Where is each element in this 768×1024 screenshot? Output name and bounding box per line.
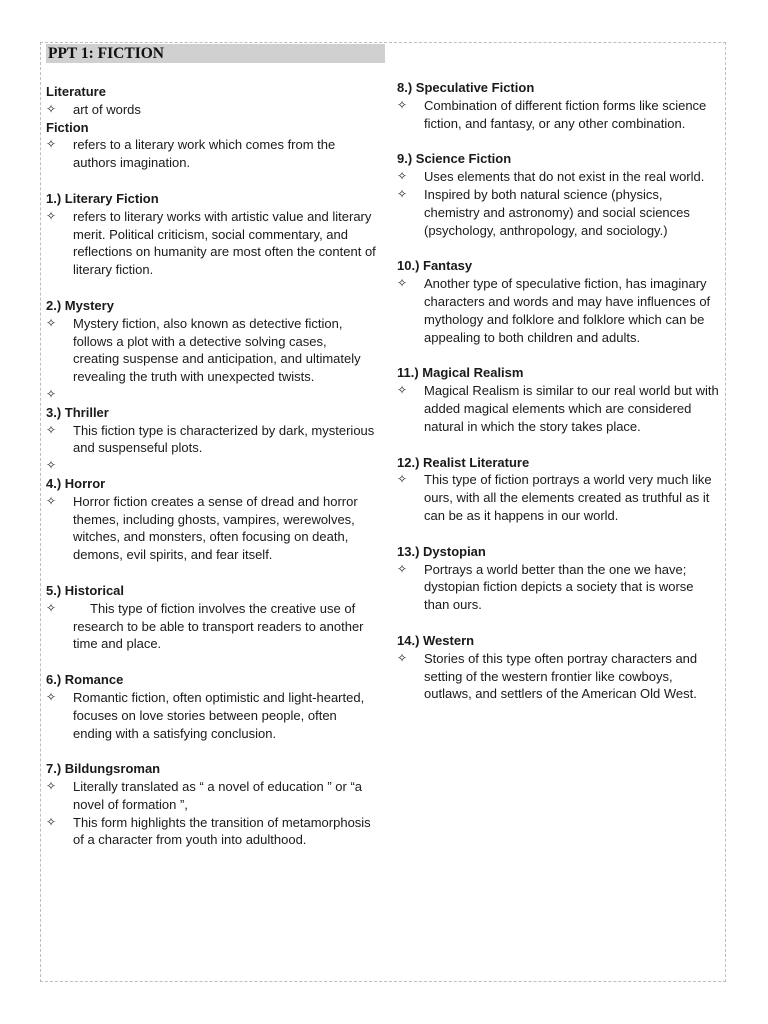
list-item: ✧ Literally translated as “ a novel of education ” or “a novel of formation ”, xyxy=(46,779,363,812)
bullet-star-icon: ✧ xyxy=(46,493,57,508)
list-item: ✧ refers to a literary work which comes from the authors imagination. xyxy=(46,137,336,171)
right-column xyxy=(397,79,721,703)
bullet-star-icon: ✧ xyxy=(397,383,408,398)
section-heading: 5.) Historical xyxy=(46,582,125,598)
list-item: ✧ This fiction type is characterized by dark, mysterious and suspenseful plots. xyxy=(46,422,375,456)
bullet-star-icon: ✧ xyxy=(46,315,57,330)
bullet-star-icon: ✧ xyxy=(397,186,408,201)
empty-list-item xyxy=(46,457,376,475)
list-item: ✧ Portrays a world better than the one we have; dystopian fiction depicts a society that is worse than ours. xyxy=(397,561,694,613)
left-column xyxy=(46,83,376,849)
list-item: ✧ art of words xyxy=(46,101,141,117)
list-item: ✧ Magical Realism is similar to our real world but with added magical elements which are considered natural in which the story takes place. xyxy=(397,383,719,434)
section-heading: 12.) Realist Literature xyxy=(397,454,530,470)
list-item: ✧ Stories of this type often portray characters and setting of the western frontier like cowboys, outlaws, and settlers of the American Old West. xyxy=(397,650,698,702)
bullet-star-icon: ✧ xyxy=(397,650,408,665)
bullet-star-icon: ✧ xyxy=(397,97,408,112)
document-title: PPT 1: FICTION xyxy=(48,45,164,62)
list-item: ✧ Mystery fiction, also known as detective fiction, follows a plot with a detective solving cases, creating suspense and anticipation, and ultimately revealing the truth with unexpected twists. xyxy=(46,315,361,385)
section-heading: 8.) Speculative Fiction xyxy=(397,80,535,95)
bullet-star-icon: ✧ xyxy=(397,169,408,184)
bullet-star-icon: ✧ xyxy=(397,472,408,487)
section-heading: 13.) Dystopian xyxy=(397,543,486,559)
list-item: ✧ Romantic fiction, often optimistic and light-hearted, focuses on love stories between people, often ending with a satisfying conclusion. xyxy=(46,689,365,741)
bullet-star-icon: ✧ xyxy=(397,276,408,291)
section-heading: 7.) Bildungsroman xyxy=(46,761,161,777)
bullet-star-icon: ✧ xyxy=(46,600,57,615)
list-item: ✧ Horror fiction creates a sense of dread and horror themes, including ghosts, vampires, werewolves, witches, and monsters, often focusing on death, demons, evil spirits, and fear itself. xyxy=(46,493,358,563)
section-heading: 3.) Thriller xyxy=(46,404,109,420)
section-heading: 4.) Horror xyxy=(46,475,106,491)
section-heading: Literature xyxy=(46,84,106,99)
bullet-star-icon: ✧ xyxy=(46,422,57,437)
section-heading: 14.) Western xyxy=(397,632,475,648)
list-item: ✧ Uses elements that do not exist in the real world. xyxy=(397,169,705,185)
bullet-star-icon: ✧ xyxy=(46,386,57,401)
bullet-star-icon: ✧ xyxy=(46,137,57,152)
bullet-star-icon: ✧ xyxy=(46,689,57,704)
bullet-star-icon: ✧ xyxy=(46,208,57,223)
section-heading: 6.) Romance xyxy=(46,672,124,688)
section-heading: 11.) Magical Realism xyxy=(397,365,524,381)
section-heading: Fiction xyxy=(46,119,89,135)
section-heading: 1.) Literary Fiction xyxy=(46,190,159,206)
section-heading: 9.) Science Fiction xyxy=(397,151,512,167)
bullet-star-icon: ✧ xyxy=(46,814,57,829)
list-item: ✧ This type of fiction involves the creative use of research to be able to transport readers to another time and place. xyxy=(46,600,364,652)
bullet-star-icon: ✧ xyxy=(46,779,57,794)
list-item: ✧ Another type of speculative fiction, has imaginary characters and words and may have influences of mythology and folklore and folklore which can be appealing to both children and adults. xyxy=(397,276,711,345)
bullet-star-icon: ✧ xyxy=(397,561,408,576)
bullet-star-icon: ✧ xyxy=(46,458,57,473)
empty-list-item xyxy=(46,386,376,404)
bullet-star-icon: ✧ xyxy=(46,101,57,116)
list-item: ✧ This form highlights the transition of metamorphosis of a character from youth into adulthood. xyxy=(46,814,371,848)
list-item: ✧ Inspired by both natural science (physics, chemistry and astronomy) and social sciences (psychology, anthropology, and sociology.) xyxy=(397,186,690,238)
section-heading: 2.) Mystery xyxy=(46,297,114,313)
list-item: ✧ Combination of different fiction forms like science fiction, and fantasy, or any other combination. xyxy=(397,97,707,131)
list-item: ✧ refers to literary works with artistic value and literary merit. Political criticism, social commentary, and reflections on humanity are most often the content of literary fiction. xyxy=(46,208,376,278)
section-heading: 10.) Fantasy xyxy=(397,258,473,274)
list-item: ✧ This type of fiction portrays a world very much like ours, with all the elements created as truthful as it can be as it happens in our world. xyxy=(397,472,712,523)
